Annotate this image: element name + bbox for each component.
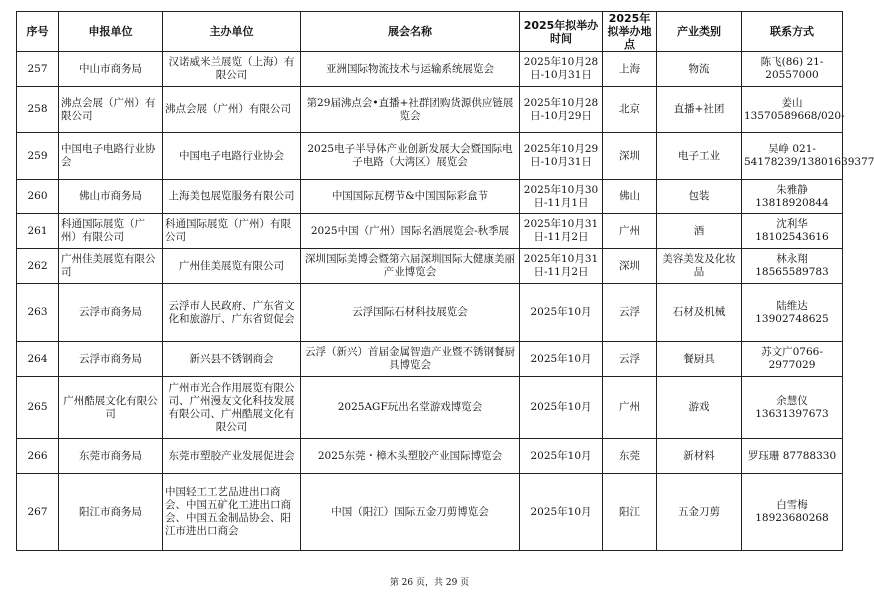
header-time: 2025年拟举办时间 [520,12,603,52]
cell-name: 中国（阳江）国际五金刀剪博览会 [301,474,520,551]
cell-place: 东莞 [603,439,657,474]
cell-unit: 中山市商务局 [59,52,163,87]
cell-organizer: 广州佳美展览有限公司 [163,249,301,284]
cell-name: 第29届沸点会•直播+社群团购货源供应链展览会 [301,87,520,133]
cell-contact: 苏文广0766-2977029 [742,342,843,377]
cell-seq: 262 [17,249,59,284]
cell-contact: 吴峥 021-54178239/13801639377 [742,133,843,180]
cell-organizer: 沸点会展（广州）有限公司 [163,87,301,133]
header-place: 2025年拟举办地点 [603,12,657,52]
cell-unit: 佛山市商务局 [59,180,163,214]
cell-category: 电子工业 [657,133,742,180]
cell-place: 深圳 [603,249,657,284]
cell-seq: 259 [17,133,59,180]
cell-organizer: 汉诺威米兰展览（上海）有限公司 [163,52,301,87]
cell-place: 云浮 [603,284,657,342]
cell-name: 2025东莞・樟木头塑胶产业国际博览会 [301,439,520,474]
table-row [17,342,843,377]
cell-time: 2025年10月28日-10月31日 [520,52,603,87]
cell-organizer: 中国电子电路行业协会 [163,133,301,180]
cell-name: 2025电子半导体产业创新发展大会暨国际电子电路（大湾区）展览会 [301,133,520,180]
cell-category: 石材及机械 [657,284,742,342]
cell-seq: 265 [17,377,59,439]
cell-name: 亚洲国际物流技术与运输系统展览会 [301,52,520,87]
table-row [17,214,843,249]
cell-organizer: 新兴县不锈钢商会 [163,342,301,377]
header-seq: 序号 [17,12,59,52]
cell-seq: 260 [17,180,59,214]
cell-time: 2025年10月29日-10月31日 [520,133,603,180]
cell-name: 中国国际瓦楞节&中国国际彩盒节 [301,180,520,214]
table-row [17,52,843,87]
page-footer: 第 26 页，共 29 页 [389,578,470,588]
cell-unit: 云浮市商务局 [59,284,163,342]
cell-place: 广州 [603,214,657,249]
cell-unit: 广州佳美展览有限公司 [59,249,163,284]
cell-time: 2025年10月28日-10月29日 [520,87,603,133]
header-row [17,12,843,52]
table-row [17,249,843,284]
cell-time: 2025年10月30日-11月1日 [520,180,603,214]
cell-unit: 阳江市商务局 [59,474,163,551]
cell-time: 2025年10月 [520,284,603,342]
cell-organizer: 东莞市塑胶产业发展促进会 [163,439,301,474]
cell-unit: 中国电子电路行业协会 [59,133,163,180]
header-name: 展会名称 [301,12,520,52]
cell-contact: 罗珏珊 87788330 [742,439,843,474]
cell-place: 广州 [603,377,657,439]
table-row [17,180,843,214]
cell-time: 2025年10月31日-11月2日 [520,249,603,284]
cell-contact: 白雪梅 18923680268 [742,474,843,551]
cell-name: 2025中国（广州）国际名酒展览会-秋季展 [301,214,520,249]
cell-organizer: 上海美包展览服务有限公司 [163,180,301,214]
cell-place: 云浮 [603,342,657,377]
cell-organizer: 科通国际展览（广州）有限公司 [163,214,301,249]
cell-organizer: 中国轻工工艺品进出口商会、中国五矿化工进出口商会、中国五金制品协会、阳江市进出口商会 [163,474,301,551]
cell-place: 阳江 [603,474,657,551]
cell-time: 2025年10月31日-11月2日 [520,214,603,249]
exhibition-table [16,11,874,551]
cell-contact: 陈飞(86) 21-20557000 [742,52,843,87]
cell-unit: 云浮市商务局 [59,342,163,377]
cell-unit: 科通国际展览（广州）有限公司 [59,214,163,249]
cell-unit: 广州酷展文化有限公司 [59,377,163,439]
table-row [17,87,843,133]
cell-category: 酒 [657,214,742,249]
table-row [17,133,843,180]
cell-contact: 朱雅静 13818920844 [742,180,843,214]
cell-time: 2025年10月 [520,342,603,377]
cell-category: 直播+社团 [657,87,742,133]
cell-seq: 264 [17,342,59,377]
cell-unit: 沸点会展（广州）有限公司 [59,87,163,133]
cell-name: 2025AGF玩出名堂游戏博览会 [301,377,520,439]
cell-name: 云浮（新兴）首届金属智造产业暨不锈钢餐厨具博览会 [301,342,520,377]
cell-contact: 林永翔 18565589783 [742,249,843,284]
cell-name: 深圳国际美博会暨第六届深圳国际大健康美丽产业博览会 [301,249,520,284]
cell-category: 餐厨具 [657,342,742,377]
cell-category: 物流 [657,52,742,87]
cell-category: 包装 [657,180,742,214]
table-row [17,377,843,439]
cell-time: 2025年10月 [520,439,603,474]
cell-seq: 261 [17,214,59,249]
table-row [17,284,843,342]
header-contact: 联系方式 [742,12,843,52]
cell-place: 北京 [603,87,657,133]
table-row [17,474,843,551]
cell-seq: 266 [17,439,59,474]
table-row [17,439,843,474]
cell-contact: 余慧仪 13631397673 [742,377,843,439]
cell-category: 游戏 [657,377,742,439]
cell-place: 佛山 [603,180,657,214]
cell-unit: 东莞市商务局 [59,439,163,474]
cell-time: 2025年10月 [520,377,603,439]
cell-category: 美容美发及化妆品 [657,249,742,284]
header-unit: 申报单位 [59,12,163,52]
cell-organizer: 云浮市人民政府、广东省文化和旅游厅、广东省贸促会 [163,284,301,342]
cell-category: 五金刀剪 [657,474,742,551]
cell-seq: 257 [17,52,59,87]
cell-contact: 陆维达 13902748625 [742,284,843,342]
cell-seq: 263 [17,284,59,342]
header-category: 产业类别 [657,12,742,52]
cell-contact: 沈利华 18102543616 [742,214,843,249]
cell-time: 2025年10月 [520,474,603,551]
header-organizer: 主办单位 [163,12,301,52]
cell-organizer: 广州市光合作用展览有限公司、广州漫友文化科技发展有限公司、广州酷展文化有限公司 [163,377,301,439]
cell-place: 上海 [603,52,657,87]
cell-place: 深圳 [603,133,657,180]
cell-seq: 267 [17,474,59,551]
cell-contact: 姜山 13570589668/020- [742,87,843,133]
cell-seq: 258 [17,87,59,133]
cell-name: 云浮国际石材科技展览会 [301,284,520,342]
cell-category: 新材料 [657,439,742,474]
